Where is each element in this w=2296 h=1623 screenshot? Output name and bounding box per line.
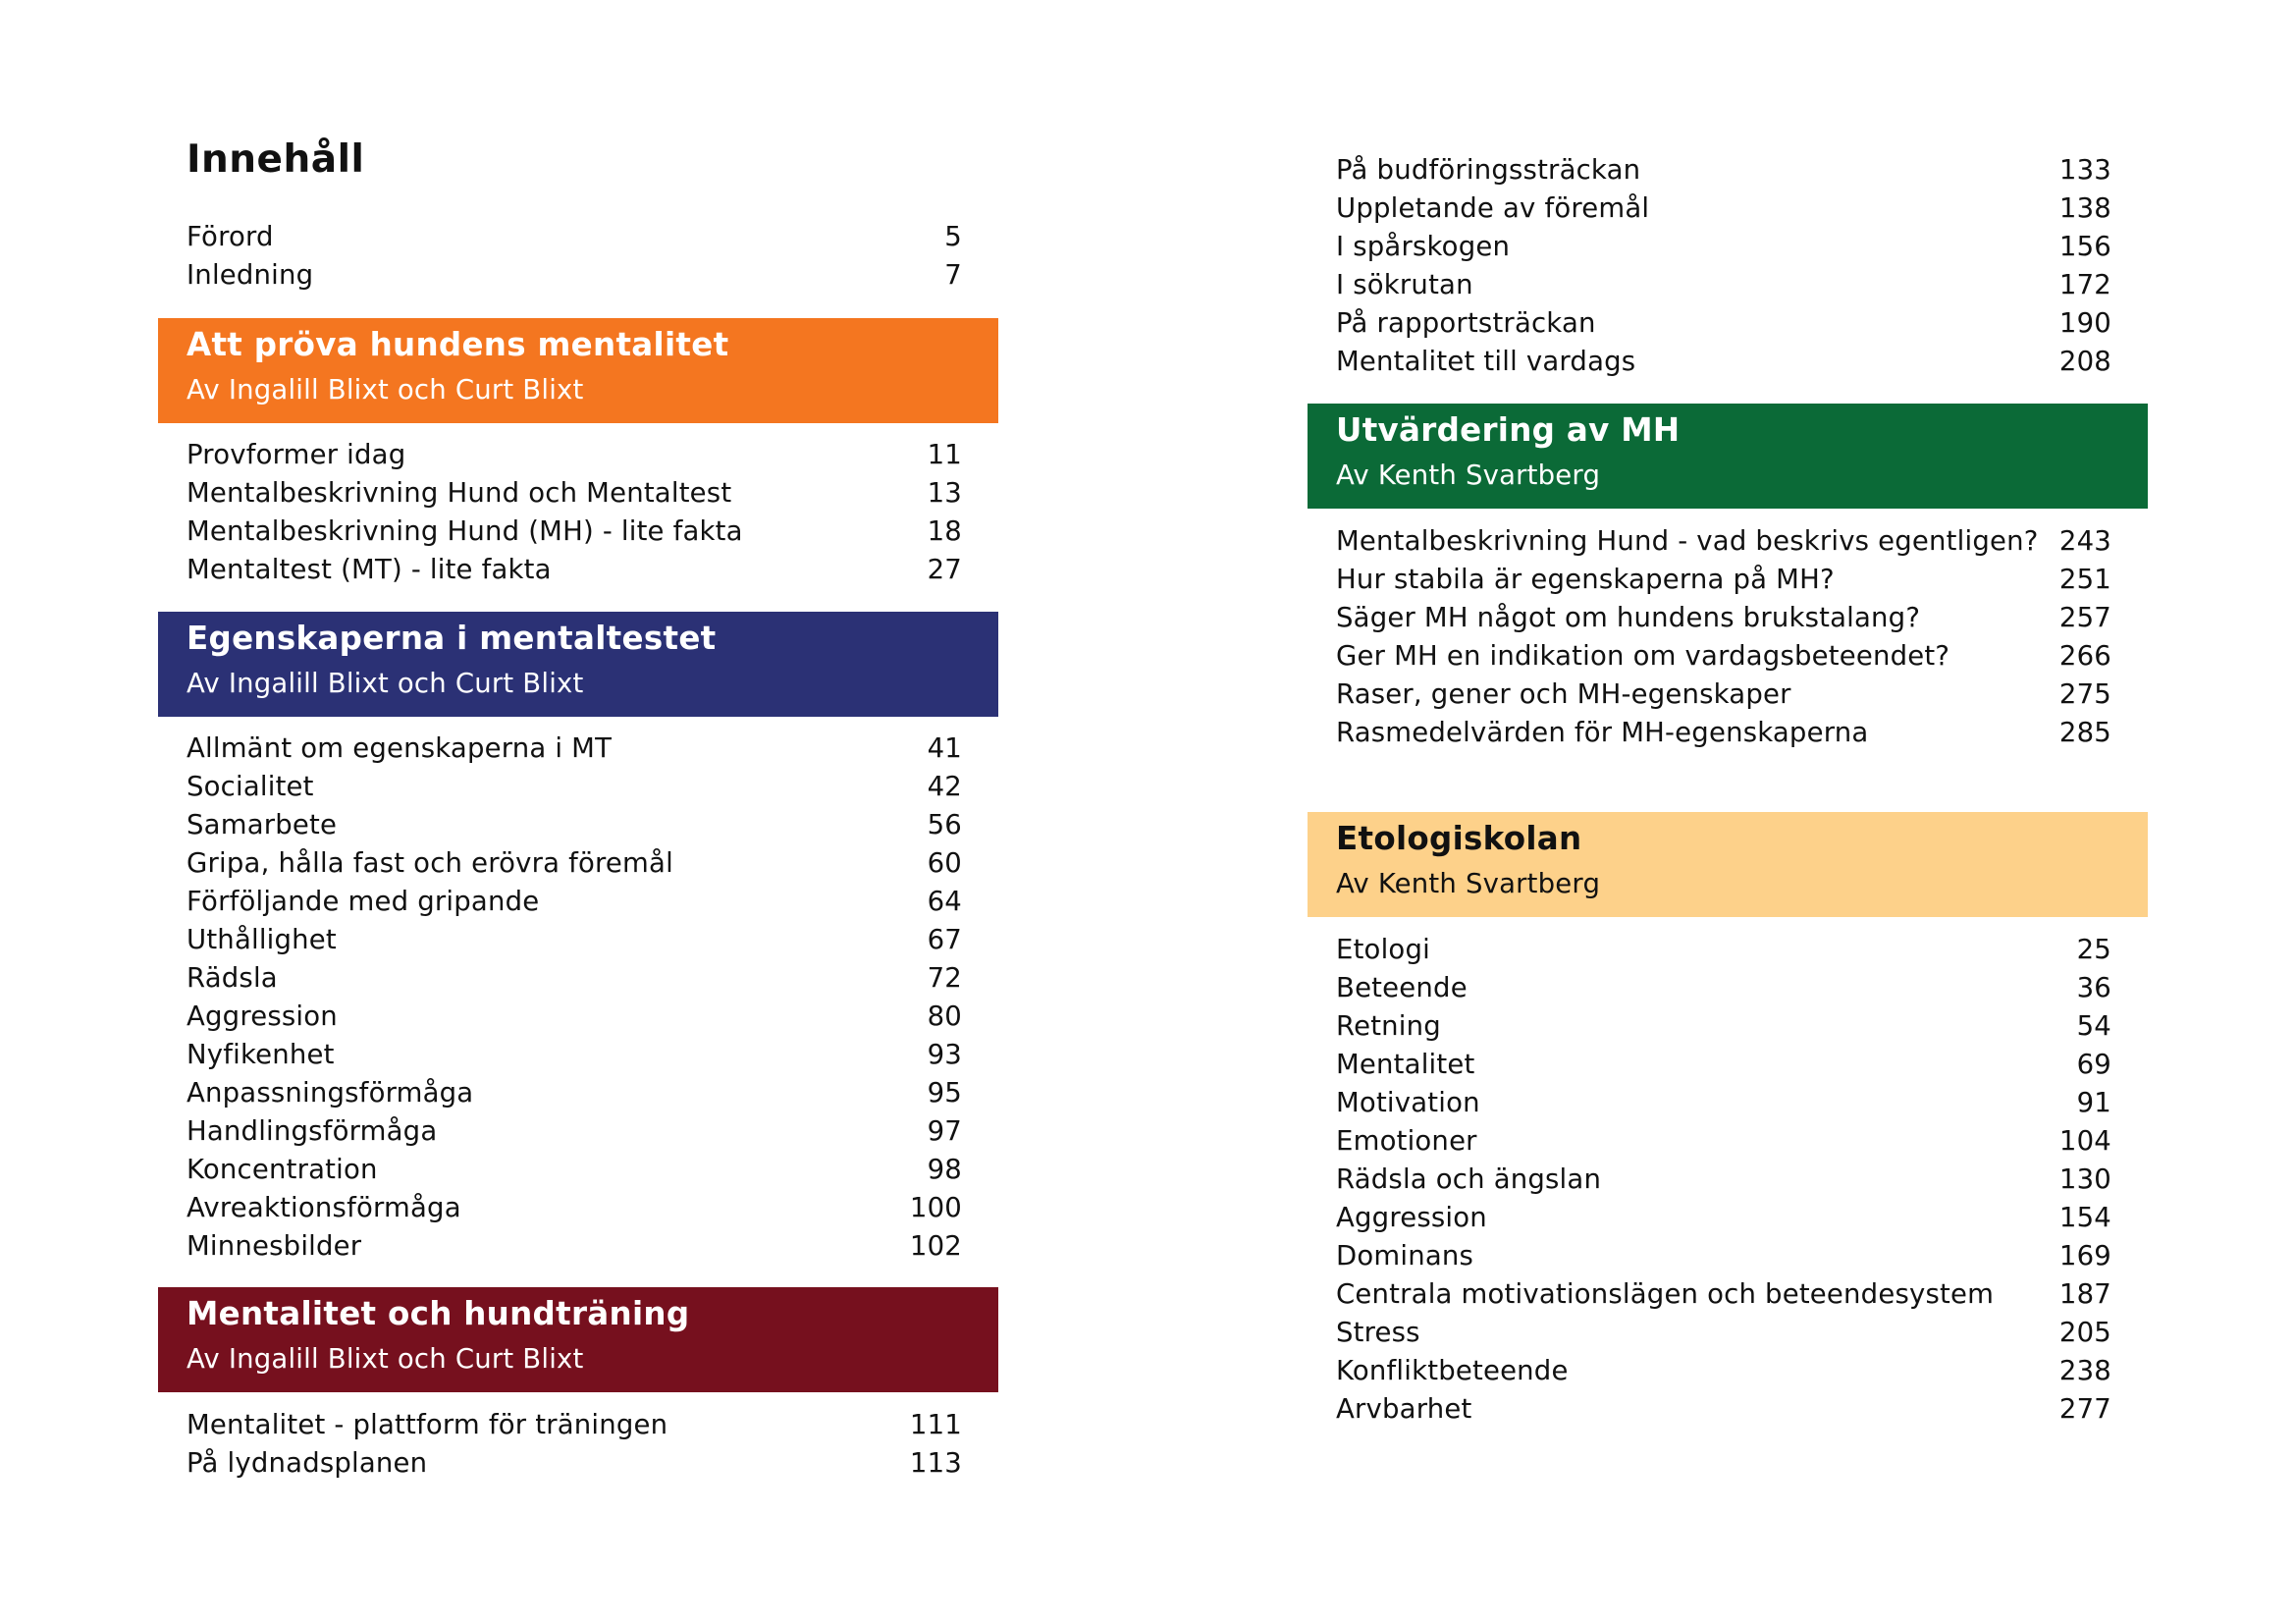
toc-entry-page-number: 285: [2058, 717, 2111, 748]
page-title: Innehåll: [187, 137, 365, 182]
section-1-list: [158, 436, 998, 589]
section-2-list: [158, 730, 998, 1266]
toc-entry-page-number: 243: [2058, 525, 2111, 557]
toc-entry-page-number: 54: [2076, 1010, 2111, 1042]
toc-entry-label: Raser, gener och MH-egenskaper: [1336, 678, 1791, 710]
section-author: Av Ingalill Blixt och Curt Blixt: [187, 374, 584, 406]
toc-entry[interactable]: [158, 1036, 998, 1074]
toc-entry-label: Uppletande av föremål: [1336, 192, 1650, 224]
toc-entry-page-number: 130: [2058, 1163, 2111, 1195]
toc-entry-page-number: 102: [909, 1230, 962, 1262]
toc-entry-page-number: 187: [2058, 1278, 2111, 1310]
toc-entry[interactable]: [158, 513, 998, 551]
toc-entry-page-number: 64: [927, 886, 962, 917]
toc-entry[interactable]: [1308, 1237, 2148, 1275]
toc-entry-label: Provformer idag: [187, 439, 406, 470]
toc-entry[interactable]: [1308, 931, 2148, 969]
toc-entry-label: I sökrutan: [1336, 269, 1473, 300]
toc-entry[interactable]: [1308, 1199, 2148, 1237]
toc-entry-label: På budföringssträckan: [1336, 154, 1641, 186]
toc-entry-page-number: 80: [927, 1001, 962, 1032]
section-3-list: [158, 1406, 998, 1483]
toc-entry[interactable]: [158, 1189, 998, 1227]
toc-entry[interactable]: [1308, 714, 2148, 752]
toc-entry-label: Koncentration: [187, 1154, 378, 1185]
toc-entry-page-number: 7: [944, 259, 962, 291]
toc-entry[interactable]: [1308, 1352, 2148, 1390]
section-5-list: [1308, 931, 2148, 1429]
toc-entry-label: Förföljande med gripande: [187, 886, 540, 917]
toc-entry-page-number: 156: [2058, 231, 2111, 262]
toc-entry-label: Anpassningsförmåga: [187, 1077, 474, 1109]
section-header-4: [1308, 404, 2148, 509]
toc-entry[interactable]: [158, 218, 998, 256]
toc-entry-page-number: 25: [2076, 934, 2111, 965]
toc-entry-label: Socialitet: [187, 771, 314, 802]
toc-entry-page-number: 60: [927, 847, 962, 879]
section-author: Av Ingalill Blixt och Curt Blixt: [187, 668, 584, 699]
toc-entry[interactable]: [1308, 1390, 2148, 1429]
toc-entry[interactable]: [1308, 637, 2148, 676]
section-header-5: [1308, 812, 2148, 917]
toc-entry-label: Samarbete: [187, 809, 338, 840]
toc-entry-page-number: 238: [2058, 1355, 2111, 1386]
intro-list: [158, 218, 998, 295]
toc-entry-label: Mentalitet till vardags: [1336, 346, 1636, 377]
toc-entry-page-number: 98: [927, 1154, 962, 1185]
toc-entry[interactable]: [1308, 969, 2148, 1007]
right-column: [1308, 0, 2148, 1623]
toc-entry[interactable]: [1308, 228, 2148, 266]
toc-entry[interactable]: [1308, 599, 2148, 637]
toc-entry-label: Rädsla och ängslan: [1336, 1163, 1602, 1195]
toc-entry[interactable]: [1308, 676, 2148, 714]
toc-entry-label: Retning: [1336, 1010, 1441, 1042]
toc-entry[interactable]: [1308, 151, 2148, 189]
toc-entry-label: Mentalbeskrivning Hund och Mentaltest: [187, 477, 732, 509]
toc-entry-page-number: 266: [2058, 640, 2111, 672]
toc-entry-label: Uthållighet: [187, 924, 337, 955]
toc-entry[interactable]: [158, 1444, 998, 1483]
section-title: Egenskaperna i mentaltestet: [187, 620, 717, 657]
toc-entry-label: Avreaktionsförmåga: [187, 1192, 461, 1223]
toc-entry-page-number: 190: [2058, 307, 2111, 339]
toc-entry-label: Nyfikenhet: [187, 1039, 335, 1070]
section-author: Av Ingalill Blixt och Curt Blixt: [187, 1343, 584, 1375]
toc-entry[interactable]: [1308, 1161, 2148, 1199]
continued-list: [1308, 151, 2148, 381]
toc-entry[interactable]: [158, 883, 998, 921]
left-column: [158, 0, 998, 1623]
section-header-2: [158, 612, 998, 717]
toc-entry-label: I spårskogen: [1336, 231, 1511, 262]
toc-entry-label: Emotioner: [1336, 1125, 1477, 1157]
toc-entry-label: Dominans: [1336, 1240, 1474, 1271]
toc-entry[interactable]: [1308, 1314, 2148, 1352]
toc-entry-label: Mentalbeskrivning Hund (MH) - lite fakta: [187, 515, 743, 547]
toc-entry-label: Beteende: [1336, 972, 1468, 1003]
toc-entry[interactable]: [158, 1112, 998, 1151]
toc-entry-label: Allmänt om egenskaperna i MT: [187, 732, 613, 764]
toc-entry-page-number: 36: [2076, 972, 2111, 1003]
toc-entry-page-number: 113: [909, 1447, 962, 1479]
toc-entry-label: Handlingsförmåga: [187, 1115, 438, 1147]
toc-entry[interactable]: [158, 844, 998, 883]
toc-entry-page-number: 5: [944, 221, 962, 252]
toc-entry-label: Förord: [187, 221, 274, 252]
toc-entry-page-number: 208: [2058, 346, 2111, 377]
toc-entry-label: Inledning: [187, 259, 314, 291]
toc-entry-label: Aggression: [187, 1001, 338, 1032]
toc-entry-label: Mentalitet - plattform för träningen: [187, 1409, 668, 1440]
toc-entry[interactable]: [1308, 1275, 2148, 1314]
section-author: Av Kenth Svartberg: [1336, 868, 1601, 899]
toc-entry-page-number: 67: [927, 924, 962, 955]
toc-entry-page-number: 27: [927, 554, 962, 585]
toc-entry[interactable]: [1308, 189, 2148, 228]
toc-entry-page-number: 11: [927, 439, 962, 470]
toc-entry-page-number: 133: [2058, 154, 2111, 186]
section-title: Att pröva hundens mentalitet: [187, 326, 729, 363]
toc-entry-label: Säger MH något om hundens brukstalang?: [1336, 602, 1921, 633]
toc-entry-page-number: 111: [909, 1409, 962, 1440]
toc-entry-label: Rasmedelvärden för MH-egenskaperna: [1336, 717, 1869, 748]
toc-entry[interactable]: [1308, 522, 2148, 561]
toc-entry-page-number: 172: [2058, 269, 2111, 300]
toc-entry-page-number: 257: [2058, 602, 2111, 633]
toc-entry[interactable]: [1308, 1046, 2148, 1084]
toc-entry-label: På lydnadsplanen: [187, 1447, 428, 1479]
toc-entry-label: På rapportsträckan: [1336, 307, 1596, 339]
toc-entry[interactable]: [158, 730, 998, 768]
toc-entry-page-number: 95: [927, 1077, 962, 1109]
toc-entry[interactable]: [1308, 1007, 2148, 1046]
toc-entry-page-number: 104: [2058, 1125, 2111, 1157]
toc-entry-page-number: 91: [2076, 1087, 2111, 1118]
toc-entry-page-number: 169: [2058, 1240, 2111, 1271]
toc-entry-page-number: 97: [927, 1115, 962, 1147]
toc-entry-page-number: 72: [927, 962, 962, 994]
toc-entry-page-number: 205: [2058, 1317, 2111, 1348]
toc-entry-label: Stress: [1336, 1317, 1420, 1348]
section-header-1: [158, 318, 998, 423]
toc-entry-page-number: 13: [927, 477, 962, 509]
toc-entry-label: Mentalitet: [1336, 1049, 1475, 1080]
toc-entry-page-number: 138: [2058, 192, 2111, 224]
toc-entry-page-number: 41: [927, 732, 962, 764]
toc-entry[interactable]: [158, 474, 998, 513]
toc-entry-page-number: 42: [927, 771, 962, 802]
toc-entry-label: Minnesbilder: [187, 1230, 362, 1262]
toc-entry-label: Konfliktbeteende: [1336, 1355, 1569, 1386]
toc-entry[interactable]: [158, 1227, 998, 1266]
toc-entry-page-number: 69: [2076, 1049, 2111, 1080]
section-title: Mentalitet och hundträning: [187, 1295, 690, 1332]
toc-entry-label: Mentaltest (MT) - lite fakta: [187, 554, 552, 585]
toc-entry-label: Etologi: [1336, 934, 1430, 965]
toc-entry-label: Aggression: [1336, 1202, 1487, 1233]
toc-entry[interactable]: [1308, 343, 2148, 381]
section-header-3: [158, 1287, 998, 1392]
toc-entry-label: Centrala motivationslägen och beteendesystem: [1336, 1278, 1995, 1310]
toc-entry[interactable]: [158, 551, 998, 589]
toc-entry[interactable]: [1308, 1122, 2148, 1161]
toc-entry-page-number: 275: [2058, 678, 2111, 710]
toc-entry-label: Arvbarhet: [1336, 1393, 1472, 1425]
toc-entry-label: Gripa, hålla fast och erövra föremål: [187, 847, 673, 879]
toc-entry[interactable]: [1308, 266, 2148, 304]
toc-entry-label: Ger MH en indikation om vardagsbeteendet?: [1336, 640, 1950, 672]
toc-entry-page-number: 56: [927, 809, 962, 840]
toc-entry[interactable]: [158, 806, 998, 844]
toc-entry[interactable]: [158, 998, 998, 1036]
toc-entry[interactable]: [158, 1074, 998, 1112]
section-4-list: [1308, 522, 2148, 752]
toc-entry-page-number: 251: [2058, 564, 2111, 595]
toc-entry-page-number: 277: [2058, 1393, 2111, 1425]
toc-entry-label: Rädsla: [187, 962, 278, 994]
toc-entry[interactable]: [158, 436, 998, 474]
toc-entry[interactable]: [158, 921, 998, 959]
toc-entry-page-number: 18: [927, 515, 962, 547]
toc-entry-label: Hur stabila är egenskaperna på MH?: [1336, 564, 1835, 595]
toc-entry-page-number: 93: [927, 1039, 962, 1070]
toc-entry[interactable]: [158, 1406, 998, 1444]
toc-entry[interactable]: [158, 768, 998, 806]
toc-entry-page-number: 154: [2058, 1202, 2111, 1233]
toc-entry[interactable]: [158, 1151, 998, 1189]
toc-entry[interactable]: [1308, 304, 2148, 343]
toc-entry-label: Motivation: [1336, 1087, 1480, 1118]
toc-entry[interactable]: [158, 256, 998, 295]
section-title: Etologiskolan: [1336, 820, 1582, 857]
toc-entry-label: Mentalbeskrivning Hund - vad beskrivs egentligen?: [1336, 525, 2039, 557]
section-author: Av Kenth Svartberg: [1336, 460, 1601, 491]
toc-entry[interactable]: [1308, 1084, 2148, 1122]
toc-entry-page-number: 100: [909, 1192, 962, 1223]
section-title: Utvärdering av MH: [1336, 411, 1681, 449]
toc-entry[interactable]: [158, 959, 998, 998]
toc-entry[interactable]: [1308, 561, 2148, 599]
